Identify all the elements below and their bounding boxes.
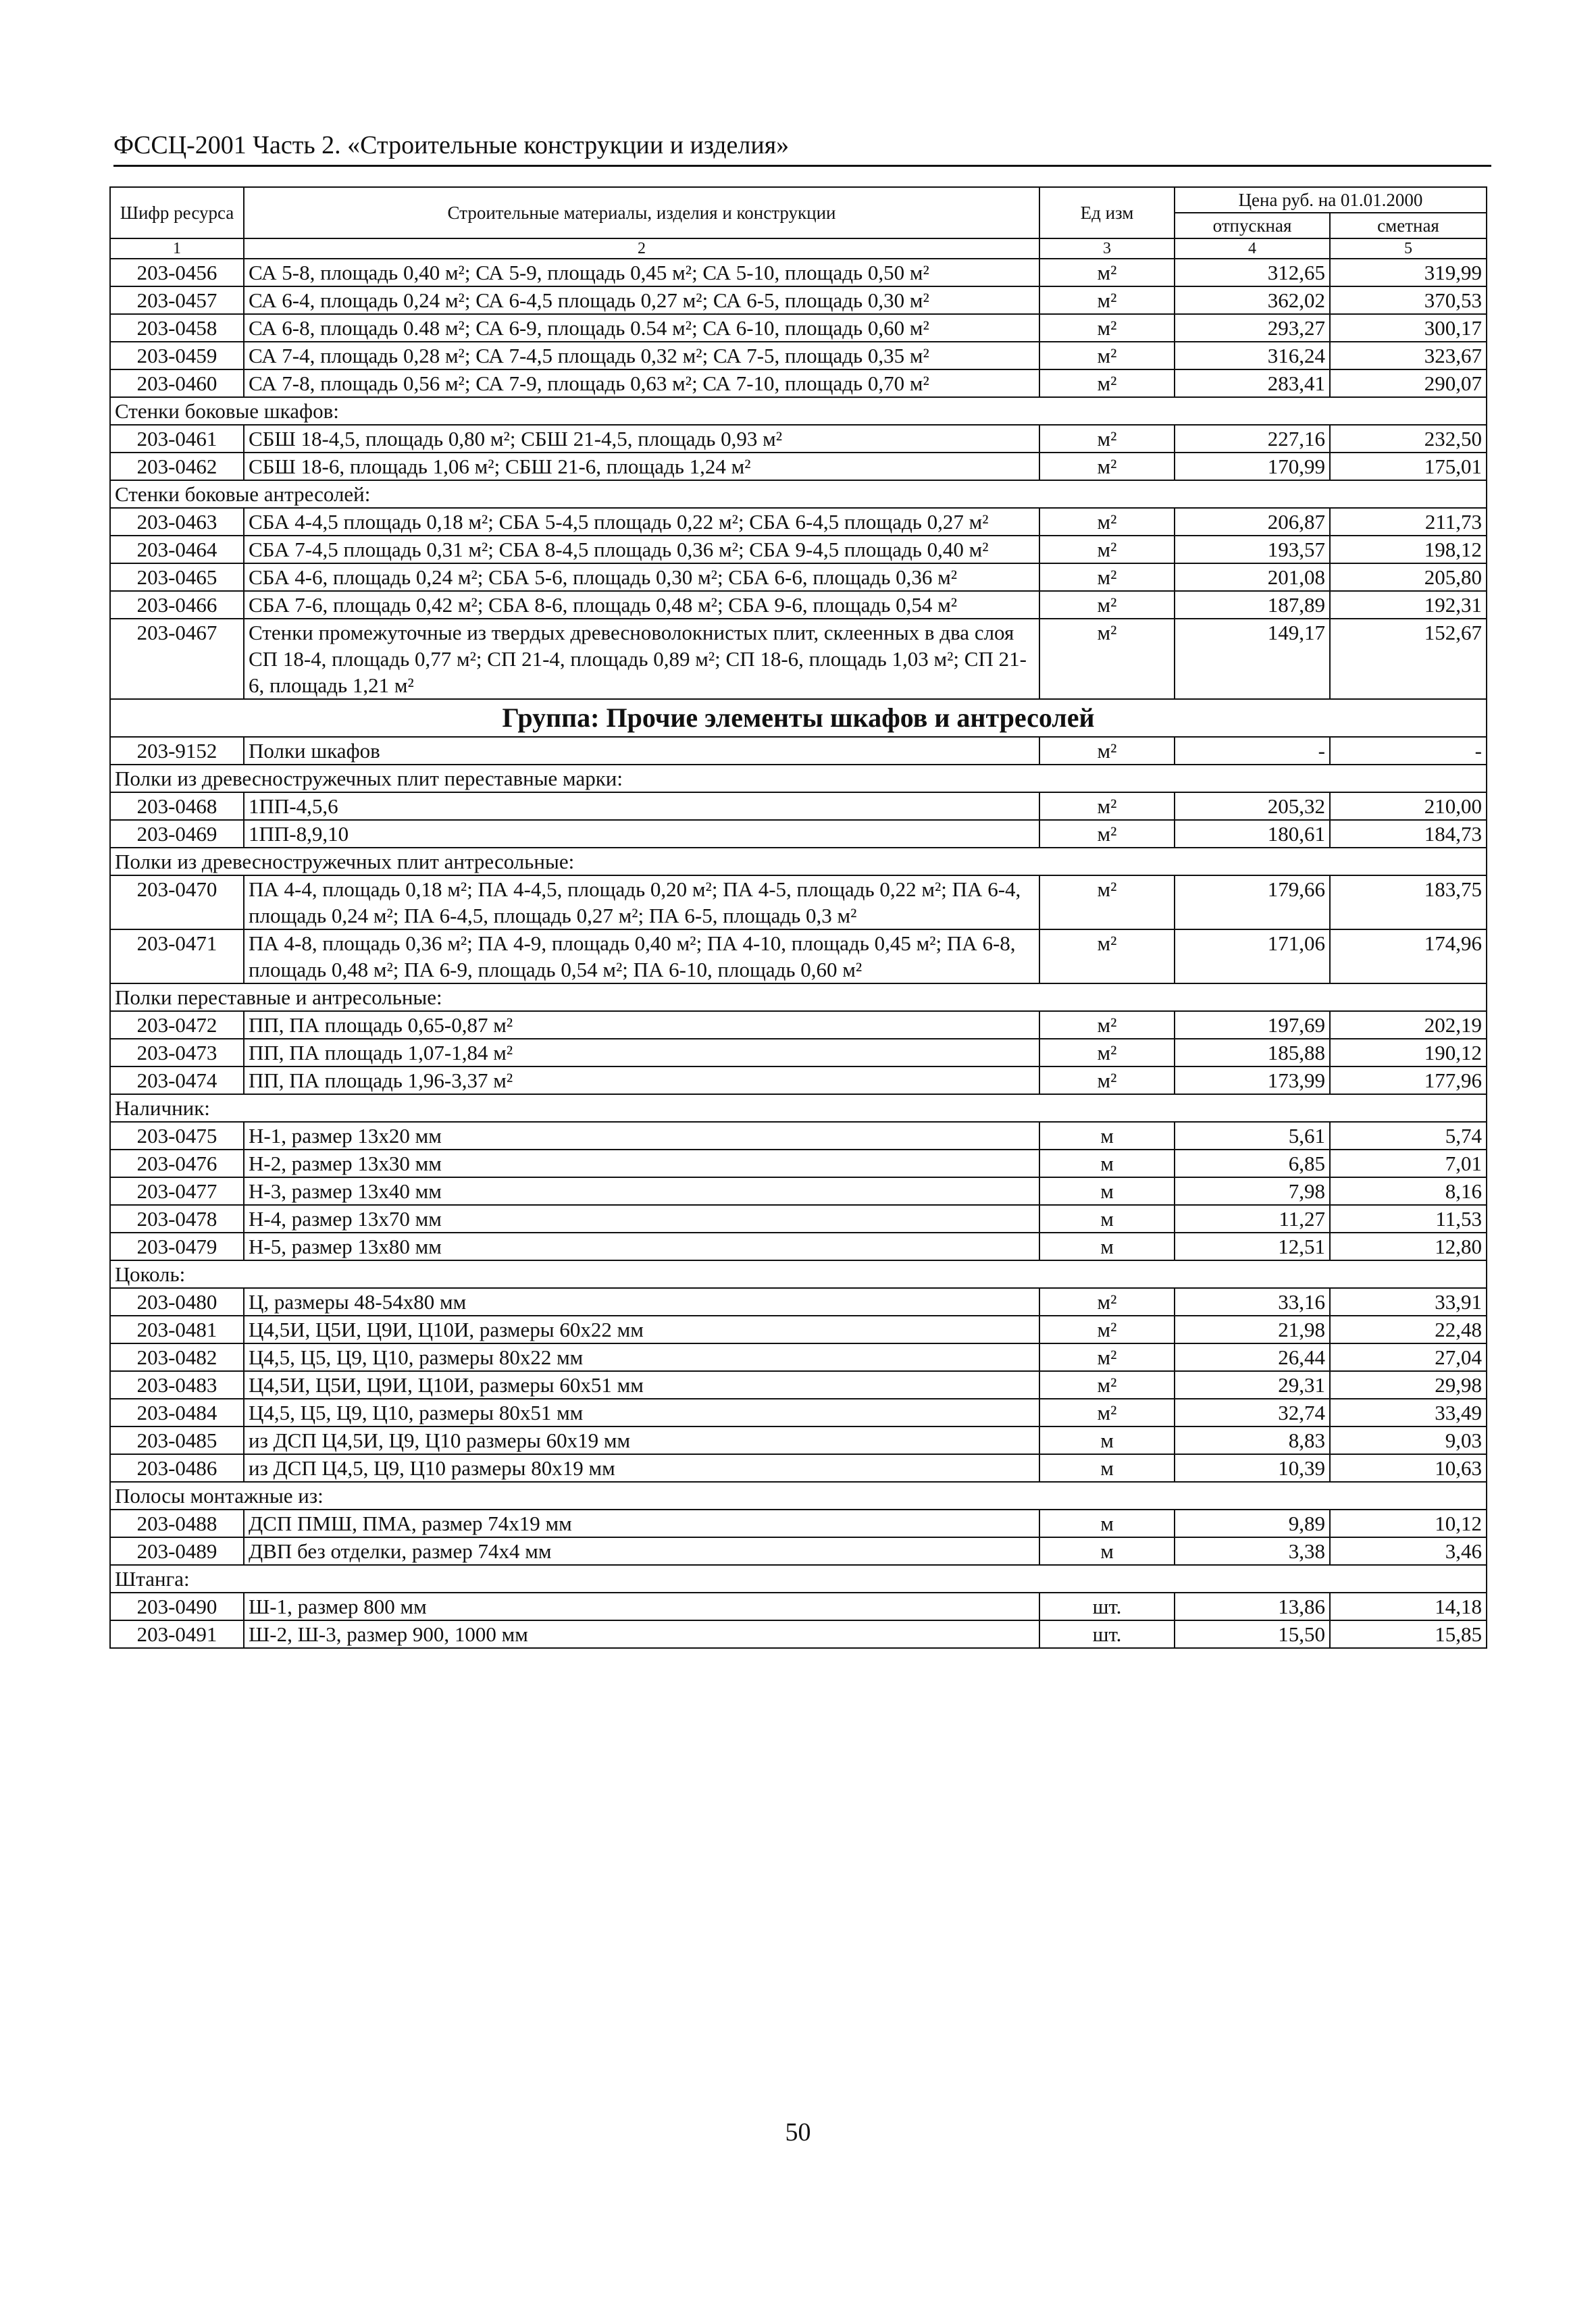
unit-of-measure: м² (1039, 1399, 1175, 1426)
estimate-price: 232,50 (1330, 425, 1487, 453)
estimate-price: 290,07 (1330, 369, 1487, 397)
release-price: 206,87 (1175, 508, 1330, 536)
group-row (110, 699, 1487, 737)
section-row (110, 480, 1487, 508)
item-description: Н-1, размер 13х20 мм (244, 1122, 1039, 1150)
resource-code: 203-0460 (110, 369, 244, 397)
table-row (110, 1371, 1487, 1399)
unit-of-measure: м (1039, 1454, 1175, 1482)
unit-of-measure: м² (1039, 1039, 1175, 1066)
resource-code: 203-0486 (110, 1454, 244, 1482)
unit-of-measure: м² (1039, 453, 1175, 480)
resource-code: 203-0480 (110, 1288, 244, 1316)
estimate-price: 22,48 (1330, 1316, 1487, 1343)
item-description: СБА 7-4,5 площадь 0,31 м²; СБА 8-4,5 площадь 0,36 м²; СБА 9-4,5 площадь 0,40 м² (244, 536, 1039, 563)
table-row (110, 1288, 1487, 1316)
column-number: 3 (1039, 238, 1175, 259)
col-release-header: отпускная (1175, 213, 1330, 238)
estimate-price: 205,80 (1330, 563, 1487, 591)
release-price: 7,98 (1175, 1177, 1330, 1205)
table-row (110, 1399, 1487, 1426)
estimate-price: 300,17 (1330, 314, 1487, 342)
item-description: Н-4, размер 13х70 мм (244, 1205, 1039, 1233)
section-row (110, 1482, 1487, 1510)
section-row (110, 397, 1487, 425)
resource-code: 203-0491 (110, 1620, 244, 1648)
table-row (110, 1150, 1487, 1177)
section-row (110, 1260, 1487, 1288)
table-row (110, 1039, 1487, 1066)
unit-of-measure: м² (1039, 619, 1175, 699)
resource-code: 203-0483 (110, 1371, 244, 1399)
item-description: Ш-1, размер 800 мм (244, 1593, 1039, 1620)
estimate-price: 8,16 (1330, 1177, 1487, 1205)
release-price: 13,86 (1175, 1593, 1330, 1620)
section-heading: Цоколь: (110, 1260, 1487, 1288)
estimate-price: 9,03 (1330, 1426, 1487, 1454)
estimate-price: 11,53 (1330, 1205, 1487, 1233)
resource-code: 203-0456 (110, 259, 244, 286)
resource-code: 203-0470 (110, 875, 244, 929)
item-description: Ц4,5, Ц5, Ц9, Ц10, размеры 80х51 мм (244, 1399, 1039, 1426)
estimate-price: 3,46 (1330, 1537, 1487, 1565)
estimate-price: 7,01 (1330, 1150, 1487, 1177)
release-price: 201,08 (1175, 563, 1330, 591)
estimate-price: 174,96 (1330, 929, 1487, 983)
resource-code: 203-0464 (110, 536, 244, 563)
unit-of-measure: м² (1039, 314, 1175, 342)
item-description: 1ПП-8,9,10 (244, 820, 1039, 848)
release-price: 293,27 (1175, 314, 1330, 342)
table-row (110, 286, 1487, 314)
release-price: 283,41 (1175, 369, 1330, 397)
unit-of-measure: м² (1039, 286, 1175, 314)
table-row (110, 591, 1487, 619)
resource-code: 203-0489 (110, 1537, 244, 1565)
release-price: 316,24 (1175, 342, 1330, 369)
table-row (110, 1066, 1487, 1094)
col-estimate-header: сметная (1330, 213, 1487, 238)
release-price: 5,61 (1175, 1122, 1330, 1150)
resource-code: 203-0473 (110, 1039, 244, 1066)
section-heading: Полки из древесностружечных плит антресольные: (110, 848, 1487, 875)
release-price: 6,85 (1175, 1150, 1330, 1177)
unit-of-measure: м² (1039, 1011, 1175, 1039)
estimate-price: 323,67 (1330, 342, 1487, 369)
item-description: СБШ 18-4,5, площадь 0,80 м²; СБШ 21-4,5, площадь 0,93 м² (244, 425, 1039, 453)
section-row (110, 848, 1487, 875)
resource-code: 203-0488 (110, 1510, 244, 1537)
item-description: Ш-2, Ш-3, размер 900, 1000 мм (244, 1620, 1039, 1648)
item-description: из ДСП Ц4,5, Ц9, Ц10 размеры 80х19 мм (244, 1454, 1039, 1482)
table-row (110, 369, 1487, 397)
section-heading: Полки из древесностружечных плит переставные марки: (110, 765, 1487, 792)
table-row (110, 259, 1487, 286)
release-price: 312,65 (1175, 259, 1330, 286)
resource-code: 203-0484 (110, 1399, 244, 1426)
estimate-price: 152,67 (1330, 619, 1487, 699)
table-row (110, 1316, 1487, 1343)
resource-code: 203-0459 (110, 342, 244, 369)
item-description: Н-3, размер 13х40 мм (244, 1177, 1039, 1205)
col-price-group-header: Цена руб. на 01.01.2000 (1175, 187, 1487, 213)
unit-of-measure: м (1039, 1150, 1175, 1177)
resource-code: 203-0490 (110, 1593, 244, 1620)
table-row (110, 619, 1487, 699)
release-price: 32,74 (1175, 1399, 1330, 1426)
table-row (110, 1011, 1487, 1039)
item-description: Ц4,5И, Ц5И, Ц9И, Ц10И, размеры 60х22 мм (244, 1316, 1039, 1343)
unit-of-measure: м (1039, 1233, 1175, 1260)
unit-of-measure: м² (1039, 425, 1175, 453)
table-row (110, 453, 1487, 480)
estimate-price: 10,63 (1330, 1454, 1487, 1482)
table-row (110, 1593, 1487, 1620)
table-row (110, 1454, 1487, 1482)
section-row (110, 1094, 1487, 1122)
release-price: 173,99 (1175, 1066, 1330, 1094)
unit-of-measure: м² (1039, 792, 1175, 820)
item-description: Ц4,5, Ц5, Ц9, Ц10, размеры 80х22 мм (244, 1343, 1039, 1371)
unit-of-measure: м² (1039, 875, 1175, 929)
table-row (110, 1620, 1487, 1648)
resource-code: 203-0469 (110, 820, 244, 848)
release-price: 362,02 (1175, 286, 1330, 314)
table-row (110, 1233, 1487, 1260)
column-number: 5 (1330, 238, 1487, 259)
table-row (110, 425, 1487, 453)
item-description: СБА 4-6, площадь 0,24 м²; СБА 5-6, площадь 0,30 м²; СБА 6-6, площадь 0,36 м² (244, 563, 1039, 591)
table-body (110, 259, 1487, 1648)
section-heading: Наличник: (110, 1094, 1487, 1122)
release-price: 26,44 (1175, 1343, 1330, 1371)
estimate-price: 177,96 (1330, 1066, 1487, 1094)
unit-of-measure: м² (1039, 929, 1175, 983)
section-row (110, 983, 1487, 1011)
release-price: 11,27 (1175, 1205, 1330, 1233)
table-row (110, 1343, 1487, 1371)
table-row (110, 737, 1487, 765)
unit-of-measure: м² (1039, 820, 1175, 848)
unit-of-measure: м (1039, 1177, 1175, 1205)
release-price: 9,89 (1175, 1510, 1330, 1537)
estimate-price: 33,49 (1330, 1399, 1487, 1426)
resource-code: 203-0479 (110, 1233, 244, 1260)
unit-of-measure: м² (1039, 342, 1175, 369)
table-row (110, 1122, 1487, 1150)
section-heading: Полосы монтажные из: (110, 1482, 1487, 1510)
table-row (110, 314, 1487, 342)
section-row (110, 765, 1487, 792)
unit-of-measure: м² (1039, 1343, 1175, 1371)
table-row (110, 1426, 1487, 1454)
release-price: - (1175, 737, 1330, 765)
column-number-row (110, 238, 1487, 259)
item-description: СА 7-4, площадь 0,28 м²; СА 7-4,5 площадь 0,32 м²; СА 7-5, площадь 0,35 м² (244, 342, 1039, 369)
group-heading: Группа: Прочие элементы шкафов и антресолей (110, 699, 1487, 737)
unit-of-measure: м² (1039, 259, 1175, 286)
item-description: ДВП без отделки, размер 74х4 мм (244, 1537, 1039, 1565)
estimate-price: 27,04 (1330, 1343, 1487, 1371)
column-number: 1 (110, 238, 244, 259)
unit-of-measure: м (1039, 1510, 1175, 1537)
resource-code: 203-0475 (110, 1122, 244, 1150)
section-row (110, 1565, 1487, 1593)
section-heading: Стенки боковые шкафов: (110, 397, 1487, 425)
item-description: ПП, ПА площадь 1,07-1,84 м² (244, 1039, 1039, 1066)
resource-code: 203-0481 (110, 1316, 244, 1343)
unit-of-measure: м (1039, 1205, 1175, 1233)
item-description: Полки шкафов (244, 737, 1039, 765)
item-description: СБА 7-6, площадь 0,42 м²; СБА 8-6, площадь 0,48 м²; СБА 9-6, площадь 0,54 м² (244, 591, 1039, 619)
resource-code: 203-0476 (110, 1150, 244, 1177)
unit-of-measure: шт. (1039, 1593, 1175, 1620)
resource-code: 203-0462 (110, 453, 244, 480)
estimate-price: 183,75 (1330, 875, 1487, 929)
estimate-price: 190,12 (1330, 1039, 1487, 1066)
resource-code: 203-0457 (110, 286, 244, 314)
estimate-price: 10,12 (1330, 1510, 1487, 1537)
resource-code: 203-0465 (110, 563, 244, 591)
item-description: ПП, ПА площадь 1,96-3,37 м² (244, 1066, 1039, 1094)
column-number: 2 (244, 238, 1039, 259)
release-price: 187,89 (1175, 591, 1330, 619)
item-description: 1ПП-4,5,6 (244, 792, 1039, 820)
table-row (110, 536, 1487, 563)
estimate-price: 175,01 (1330, 453, 1487, 480)
release-price: 171,06 (1175, 929, 1330, 983)
table-header (110, 187, 1487, 259)
unit-of-measure: м² (1039, 563, 1175, 591)
resource-code: 203-0466 (110, 591, 244, 619)
resource-code: 203-0463 (110, 508, 244, 536)
section-heading: Стенки боковые антресолей: (110, 480, 1487, 508)
estimate-price: 210,00 (1330, 792, 1487, 820)
release-price: 33,16 (1175, 1288, 1330, 1316)
release-price: 15,50 (1175, 1620, 1330, 1648)
item-description: из ДСП Ц4,5И, Ц9, Ц10 размеры 60х19 мм (244, 1426, 1039, 1454)
estimate-price: 12,80 (1330, 1233, 1487, 1260)
estimate-price: 202,19 (1330, 1011, 1487, 1039)
release-price: 8,83 (1175, 1426, 1330, 1454)
table-row (110, 1510, 1487, 1537)
unit-of-measure: м² (1039, 1066, 1175, 1094)
release-price: 180,61 (1175, 820, 1330, 848)
estimate-price: 14,18 (1330, 1593, 1487, 1620)
unit-of-measure: м² (1039, 591, 1175, 619)
item-description: Ц4,5И, Ц5И, Ц9И, Ц10И, размеры 60х51 мм (244, 1371, 1039, 1399)
item-description: Н-2, размер 13х30 мм (244, 1150, 1039, 1177)
table-row (110, 1537, 1487, 1565)
unit-of-measure: м² (1039, 1371, 1175, 1399)
unit-of-measure: м² (1039, 508, 1175, 536)
release-price: 205,32 (1175, 792, 1330, 820)
release-price: 193,57 (1175, 536, 1330, 563)
estimate-price: 370,53 (1330, 286, 1487, 314)
release-price: 197,69 (1175, 1011, 1330, 1039)
resource-code: 203-0482 (110, 1343, 244, 1371)
resource-code: 203-0477 (110, 1177, 244, 1205)
resource-code: 203-0458 (110, 314, 244, 342)
item-description: СА 6-8, площадь 0.48 м²; СА 6-9, площадь 0.54 м²; СА 6-10, площадь 0,60 м² (244, 314, 1039, 342)
unit-of-measure: м (1039, 1122, 1175, 1150)
unit-of-measure: м² (1039, 1288, 1175, 1316)
release-price: 10,39 (1175, 1454, 1330, 1482)
unit-of-measure: м² (1039, 737, 1175, 765)
resource-code: 203-9152 (110, 737, 244, 765)
resource-code: 203-0461 (110, 425, 244, 453)
item-description: СА 6-4, площадь 0,24 м²; СА 6-4,5 площадь 0,27 м²; СА 6-5, площадь 0,30 м² (244, 286, 1039, 314)
release-price: 179,66 (1175, 875, 1330, 929)
table-row (110, 792, 1487, 820)
price-table (109, 186, 1487, 1649)
table-row (110, 342, 1487, 369)
resource-code: 203-0485 (110, 1426, 244, 1454)
table-row (110, 508, 1487, 536)
resource-code: 203-0467 (110, 619, 244, 699)
col-unit-header: Ед изм (1039, 187, 1175, 238)
estimate-price: 319,99 (1330, 259, 1487, 286)
resource-code: 203-0478 (110, 1205, 244, 1233)
section-heading: Полки переставные и антресольные: (110, 983, 1487, 1011)
release-price: 185,88 (1175, 1039, 1330, 1066)
item-description: Стенки промежуточные из твердых древесноволокнистых плит, склеенных в два слоя СП 18-4, площадь 0,77 м²; СП 21-4, площадь 0,89 м²; СП 18-6, площадь 1,03 м²; СП 21-6, площадь 1,21 м² (244, 619, 1039, 699)
item-description: ПА 4-8, площадь 0,36 м²; ПА 4-9, площадь 0,40 м²; ПА 4-10, площадь 0,45 м²; ПА 6-8, площадь 0,48 м²; ПА 6-9, площадь 0,54 м²; ПА 6-10, площадь 0,60 м² (244, 929, 1039, 983)
unit-of-measure: м² (1039, 1316, 1175, 1343)
unit-of-measure: м² (1039, 536, 1175, 563)
estimate-price: 33,91 (1330, 1288, 1487, 1316)
section-heading: Штанга: (110, 1565, 1487, 1593)
resource-code: 203-0468 (110, 792, 244, 820)
item-description: СА 5-8, площадь 0,40 м²; СА 5-9, площадь 0,45 м²; СА 5-10, площадь 0,50 м² (244, 259, 1039, 286)
resource-code: 203-0471 (110, 929, 244, 983)
release-price: 29,31 (1175, 1371, 1330, 1399)
unit-of-measure: м (1039, 1426, 1175, 1454)
release-price: 3,38 (1175, 1537, 1330, 1565)
unit-of-measure: м² (1039, 369, 1175, 397)
estimate-price: 198,12 (1330, 536, 1487, 563)
item-description: ПП, ПА площадь 0,65-0,87 м² (244, 1011, 1039, 1039)
release-price: 21,98 (1175, 1316, 1330, 1343)
table-row (110, 1205, 1487, 1233)
table-row (110, 563, 1487, 591)
item-description: Ц, размеры 48-54х80 мм (244, 1288, 1039, 1316)
page-header-title: ФССЦ-2001 Часть 2. «Строительные конструкции и изделия» (113, 128, 1491, 167)
col-name-header: Строительные материалы, изделия и конструкции (244, 187, 1039, 238)
item-description: ДСП ПМШ, ПМА, размер 74х19 мм (244, 1510, 1039, 1537)
table-row (110, 929, 1487, 983)
item-description: СБА 4-4,5 площадь 0,18 м²; СБА 5-4,5 площадь 0,22 м²; СБА 6-4,5 площадь 0,27 м² (244, 508, 1039, 536)
unit-of-measure: м (1039, 1537, 1175, 1565)
estimate-price: 15,85 (1330, 1620, 1487, 1648)
column-number: 4 (1175, 238, 1330, 259)
header-row (110, 187, 1487, 213)
item-description: СА 7-8, площадь 0,56 м²; СА 7-9, площадь 0,63 м²; СА 7-10, площадь 0,70 м² (244, 369, 1039, 397)
release-price: 170,99 (1175, 453, 1330, 480)
estimate-price: 211,73 (1330, 508, 1487, 536)
estimate-price: 5,74 (1330, 1122, 1487, 1150)
resource-code: 203-0474 (110, 1066, 244, 1094)
estimate-price: 29,98 (1330, 1371, 1487, 1399)
estimate-price: 184,73 (1330, 820, 1487, 848)
table-row (110, 1177, 1487, 1205)
item-description: ПА 4-4, площадь 0,18 м²; ПА 4-4,5, площадь 0,20 м²; ПА 4-5, площадь 0,22 м²; ПА 6-4, площадь 0,24 м²; ПА 6-4,5, площадь 0,27 м²; ПА 6-5, площадь 0,3 м² (244, 875, 1039, 929)
resource-code: 203-0472 (110, 1011, 244, 1039)
estimate-price: - (1330, 737, 1487, 765)
release-price: 12,51 (1175, 1233, 1330, 1260)
col-code-header: Шифр ресурса (110, 187, 244, 238)
item-description: СБШ 18-6, площадь 1,06 м²; СБШ 21-6, площадь 1,24 м² (244, 453, 1039, 480)
estimate-price: 192,31 (1330, 591, 1487, 619)
release-price: 149,17 (1175, 619, 1330, 699)
release-price: 227,16 (1175, 425, 1330, 453)
table-row (110, 820, 1487, 848)
page-number: 50 (785, 2118, 811, 2146)
item-description: Н-5, размер 13х80 мм (244, 1233, 1039, 1260)
table-row (110, 875, 1487, 929)
unit-of-measure: шт. (1039, 1620, 1175, 1648)
